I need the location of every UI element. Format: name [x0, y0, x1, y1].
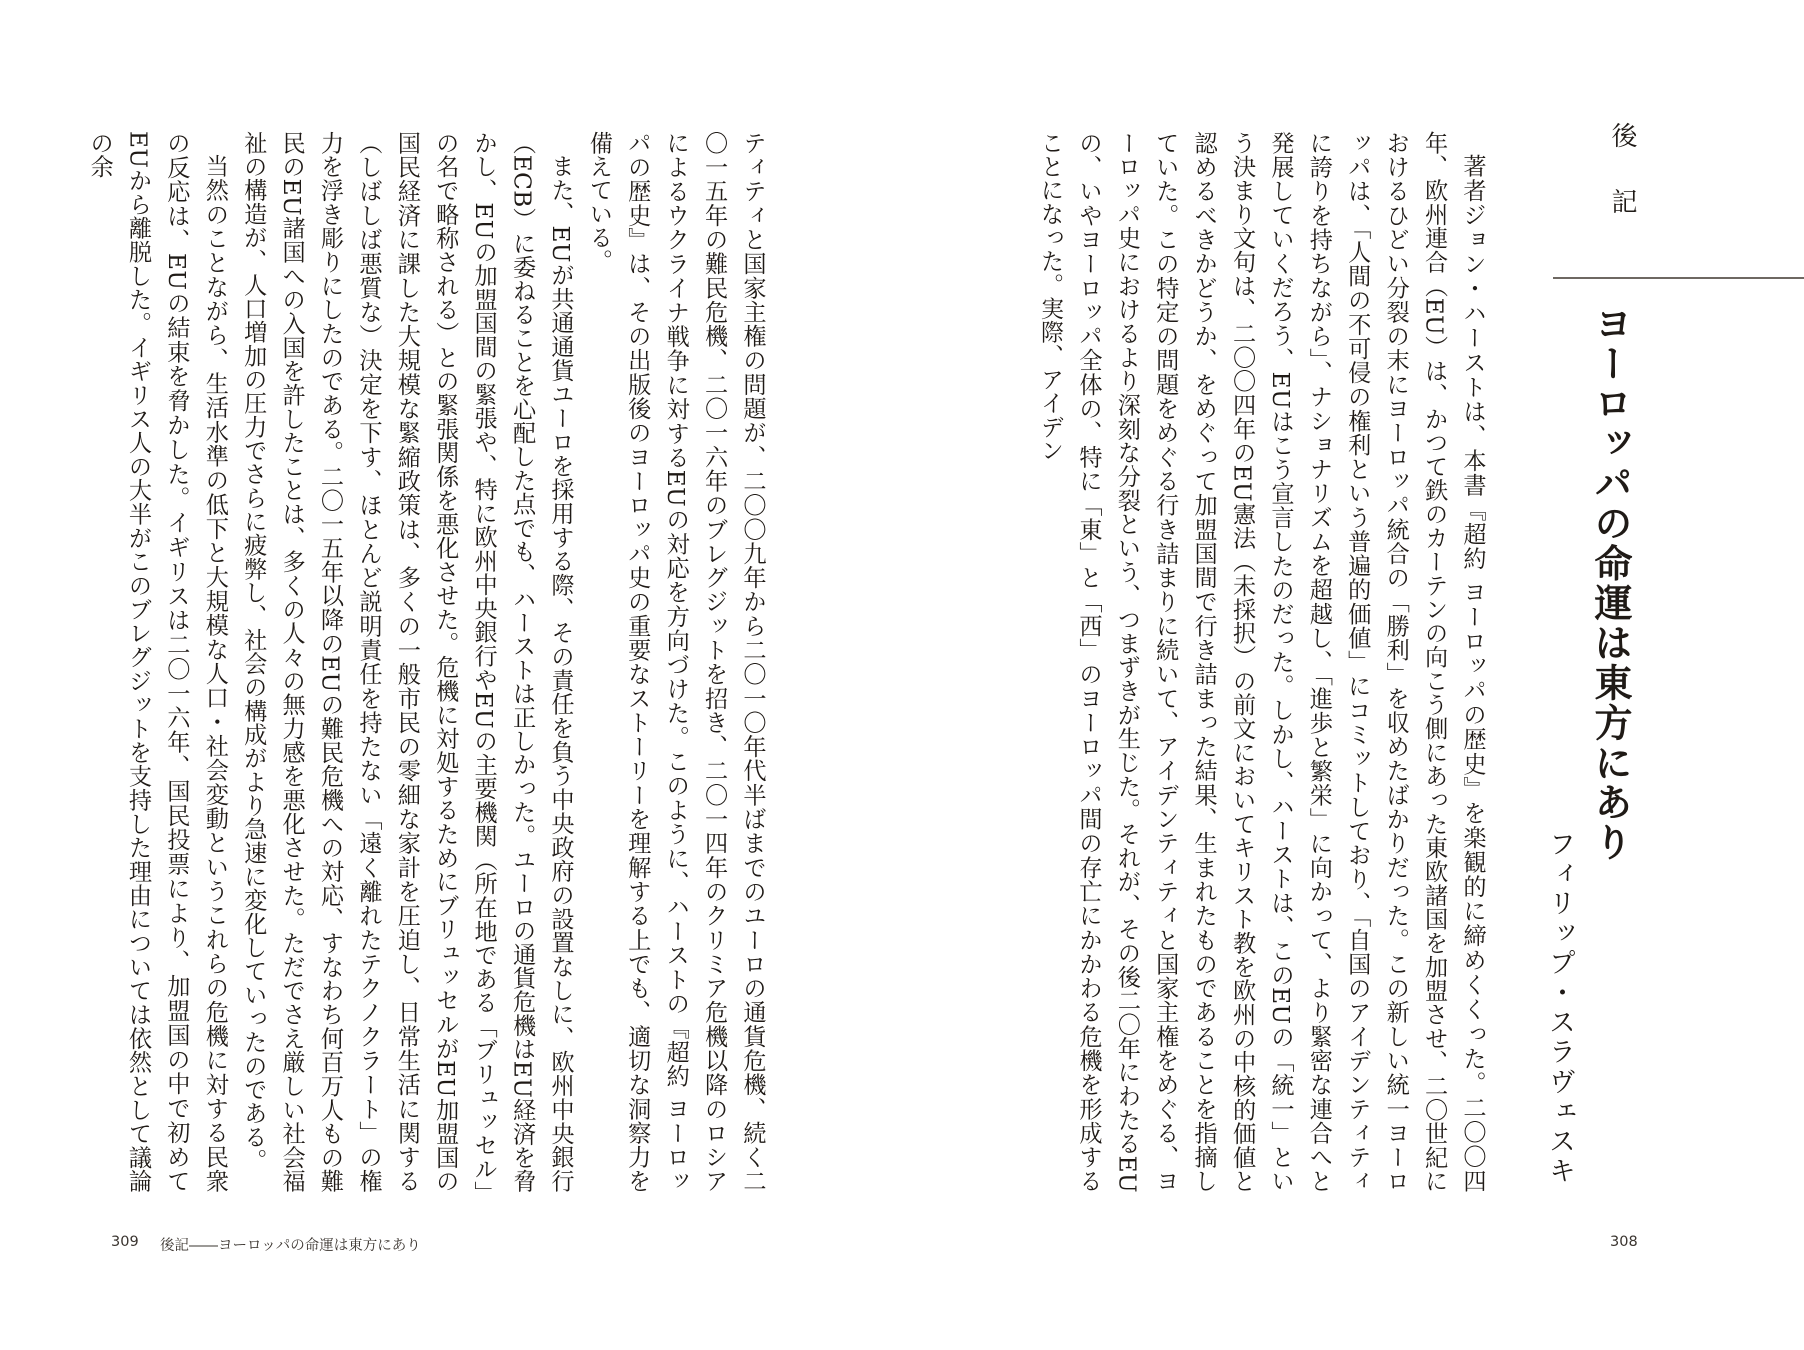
left-body-text: [80, 131, 771, 1193]
running-head: 後記――ヨーロッパの命運は東方にあり: [160, 1238, 421, 1254]
section-label: 後記: [1607, 122, 1637, 255]
page-number: 308: [1610, 1234, 1638, 1250]
body-paragraph: 著者ジョン・ハーストは、本書『超約 ヨーロッパの歴史』を楽観的に締めくくった。二〇〇四年、欧州連合（EU）は、かつて鉄のカーテンの向こう側にあった東欧諸国を加盟させ、二〇世紀におけるひどい分裂の末にヨーロッパ統合の「勝利」を収めたばかりだった。この新しい統一ヨーロッパは、「人間の不可侵の権利という普遍的価値」にコミットしており、「自国のアイデンティティに誇りを持ちながら」、ナショナリズムを超越し、「進歩と繁栄」に向かって、より緊密な連合へと発展していくだろう、EUはこう宣言したのだった。しかし、ハーストは、このEUの「統一」という決まり文句は、二〇〇四年のEU憲法（未採択）の前文においてキリスト教を欧州の中核的価値と認めるべきかどうか、をめぐって加盟国間で行き詰まった結果、生まれたものであることを指摘していた。この特定の問題をめぐる行き詰まりに続いて、アイデンティティと国家主権をめぐる、ヨーロッパ史におけるより深刻な分裂という、つまずきが生じた。それが、その後二〇年にわたるEUの、いやヨーロッパ全体の、特に「東」と「西」のヨーロッパ間の存亡にかかわる危機を形成することになった。実際、アイデン: [1036, 131, 1486, 1193]
page-number: 309: [111, 1234, 139, 1250]
body-paragraph: ティティと国家主権の問題が、二〇〇九年から二〇一〇年代半ばまでのユーロの通貨危機、続く二〇一五年の難民危機、二〇一六年のブレグジットを招き、二〇一四年のクリミア危機以降のロシアによるウクライナ戦争に対するEUの対応を方向づけた。このように、ハーストの『超約 ヨーロッパの歴史』は、その出版後のヨーロッパ史の重要なストーリーを理解する上でも、適切な洞察力を備えている。: [585, 131, 766, 1193]
title-rule-divider: [1553, 277, 1804, 279]
author-name: フィリップ・スラヴェスキ: [1544, 830, 1575, 1187]
chapter-title: ヨーロッパの命運は東方にあり: [1588, 304, 1632, 863]
right-page: [902, 0, 1804, 1350]
body-paragraph: 当然のことながら、生活水準の低下と大規模な人口・社会変動というこれらの危機に対する民衆の反応は、EUの結束を脅かした。イギリスは二〇一六年、国民投票により、加盟国の中で初めてEUから離脱した。イギリス人の大半がこのブレグジットを支持した理由については依然として議論の余: [86, 131, 229, 1193]
body-paragraph: また、EUが共通通貨ユーロを採用する際、その責任を負う中央政府の設置なしに、欧州中央銀行（ECB）に委ねることを心配した点でも、ハーストは正しかった。ユーロの通貨危機はEU経済を脅かし、EUの加盟国間の緊張や、特に欧州中央銀行やEUの主要機関（所在地である「ブリュッセル」の名で略称される）との緊張関係を悪化させた。危機に対処するためにブリュッセルがEU加盟国の国民経済に課した大規模な緊縮政策は、多くの一般市民の零細な家計を圧迫し、日常生活に関する（しばしば悪質な）決定を下す、ほとんど説明責任を持たない「遠く離れたテクノクラート」の権力を浮き彫りにしたのである。二〇一五年以降のEUの難民危機への対応、すなわち何百万人もの難民のEU諸国への入国を許したことは、多くの人々の無力感を悪化させた。ただでさえ厳しい社会福祉の構造が、人口増加の圧力でさらに疲弊し、社会の構成がより急速に変化していったのである。: [239, 131, 574, 1193]
right-body-text: [1030, 131, 1491, 1193]
